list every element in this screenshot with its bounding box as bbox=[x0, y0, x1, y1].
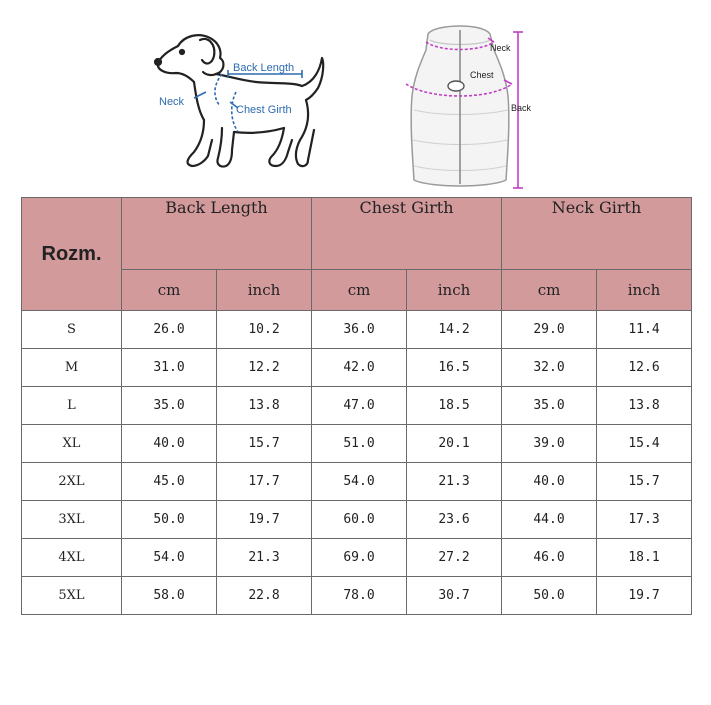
vest-label-back: Back bbox=[511, 103, 532, 113]
measurement-cell: 17.7 bbox=[217, 463, 312, 501]
measurement-cell: 35.0 bbox=[122, 387, 217, 425]
size-column-header: Rozm. bbox=[22, 198, 122, 311]
table-row bbox=[22, 539, 692, 577]
size-chart-table bbox=[21, 197, 692, 615]
size-cell: 3XL bbox=[22, 501, 122, 539]
size-cell: 4XL bbox=[22, 539, 122, 577]
dog-measure-lines bbox=[194, 70, 302, 132]
unit-header: inch bbox=[407, 270, 502, 311]
unit-header: inch bbox=[217, 270, 312, 311]
dog-label-neck: Neck bbox=[159, 96, 185, 108]
measurement-cell: 15.4 bbox=[597, 425, 692, 463]
measurement-cell: 54.0 bbox=[122, 539, 217, 577]
measurement-cell: 46.0 bbox=[502, 539, 597, 577]
measurement-cell: 14.2 bbox=[407, 311, 502, 349]
measurement-cell: 13.8 bbox=[597, 387, 692, 425]
measurement-cell: 21.3 bbox=[217, 539, 312, 577]
unit-header: inch bbox=[597, 270, 692, 311]
measurement-cell: 78.0 bbox=[312, 577, 407, 615]
measurement-cell: 27.2 bbox=[407, 539, 502, 577]
table-row bbox=[22, 387, 692, 425]
measurement-cell: 10.2 bbox=[217, 311, 312, 349]
vest-label-chest: Chest bbox=[470, 70, 494, 80]
size-cell: 5XL bbox=[22, 577, 122, 615]
measurement-cell: 11.4 bbox=[597, 311, 692, 349]
measurement-cell: 15.7 bbox=[217, 425, 312, 463]
unit-header: cm bbox=[122, 270, 217, 311]
unit-header: cm bbox=[502, 270, 597, 311]
measurement-cell: 18.5 bbox=[407, 387, 502, 425]
measurement-cell: 42.0 bbox=[312, 349, 407, 387]
group-header-chest-girth: Chest Girth bbox=[312, 198, 502, 270]
measurement-cell: 45.0 bbox=[122, 463, 217, 501]
table-row bbox=[22, 501, 692, 539]
measurement-cell: 17.3 bbox=[597, 501, 692, 539]
measurement-cell: 39.0 bbox=[502, 425, 597, 463]
measurement-cell: 36.0 bbox=[312, 311, 407, 349]
table-row bbox=[22, 577, 692, 615]
measurement-cell: 35.0 bbox=[502, 387, 597, 425]
measurement-cell: 44.0 bbox=[502, 501, 597, 539]
measurement-cell: 60.0 bbox=[312, 501, 407, 539]
measurement-cell: 19.7 bbox=[217, 501, 312, 539]
measurement-cell: 40.0 bbox=[502, 463, 597, 501]
measurement-cell: 51.0 bbox=[312, 425, 407, 463]
measurement-cell: 12.6 bbox=[597, 349, 692, 387]
measurement-cell: 16.5 bbox=[407, 349, 502, 387]
measurement-cell: 12.2 bbox=[217, 349, 312, 387]
size-cell: M bbox=[22, 349, 122, 387]
measurement-cell: 18.1 bbox=[597, 539, 692, 577]
measurement-cell: 26.0 bbox=[122, 311, 217, 349]
measurement-cell: 54.0 bbox=[312, 463, 407, 501]
size-chart-body bbox=[22, 311, 692, 615]
measurement-cell: 19.7 bbox=[597, 577, 692, 615]
table-row bbox=[22, 311, 692, 349]
group-header-neck-girth: Neck Girth bbox=[502, 198, 692, 270]
measurement-cell: 47.0 bbox=[312, 387, 407, 425]
dog-label-back-length: Back Length bbox=[233, 62, 295, 74]
measurement-cell: 13.8 bbox=[217, 387, 312, 425]
measurement-cell: 50.0 bbox=[122, 501, 217, 539]
measurement-cell: 40.0 bbox=[122, 425, 217, 463]
size-chart-header bbox=[22, 198, 692, 311]
measurement-cell: 30.7 bbox=[407, 577, 502, 615]
table-row bbox=[22, 463, 692, 501]
size-cell: S bbox=[22, 311, 122, 349]
measurement-cell: 58.0 bbox=[122, 577, 217, 615]
measurement-cell: 22.8 bbox=[217, 577, 312, 615]
vest-label-neck: Neck bbox=[490, 43, 511, 53]
dog-label-chest-girth: Chest Girth bbox=[236, 104, 292, 116]
measurement-cell: 23.6 bbox=[407, 501, 502, 539]
group-header-back-length: Back Length bbox=[122, 198, 312, 270]
table-row bbox=[22, 425, 692, 463]
measurement-cell: 15.7 bbox=[597, 463, 692, 501]
table-row bbox=[22, 349, 692, 387]
measurement-cell: 32.0 bbox=[502, 349, 597, 387]
measurement-cell: 21.3 bbox=[407, 463, 502, 501]
size-cell: 2XL bbox=[22, 463, 122, 501]
measurement-cell: 29.0 bbox=[502, 311, 597, 349]
size-cell: XL bbox=[22, 425, 122, 463]
measurement-cell: 20.1 bbox=[407, 425, 502, 463]
size-cell: L bbox=[22, 387, 122, 425]
measurement-cell: 31.0 bbox=[122, 349, 217, 387]
measurement-diagrams bbox=[0, 0, 711, 195]
measurement-diagram-svg bbox=[0, 0, 711, 195]
measurement-cell: 69.0 bbox=[312, 539, 407, 577]
unit-header: cm bbox=[312, 270, 407, 311]
measurement-cell: 50.0 bbox=[502, 577, 597, 615]
